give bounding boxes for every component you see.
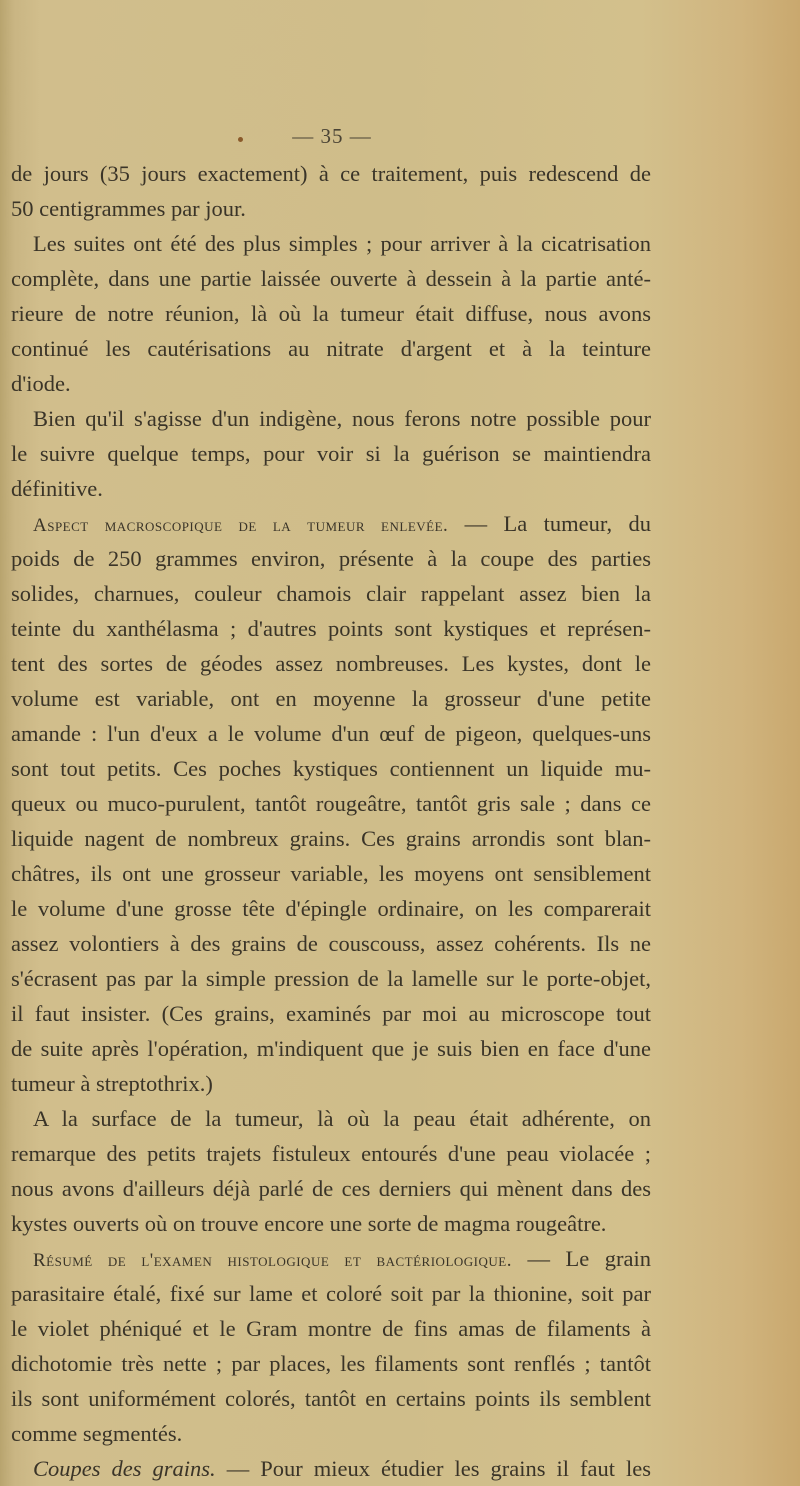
text-line: châtres, ils ont une grosseur variable, les moyens ont sensiblement [11, 861, 651, 886]
text-line: volume est variable, ont en moyenne la grosseur d'une petite [11, 686, 651, 711]
text-line: définitive. [11, 476, 103, 501]
text-line: s'écrasent pas par la simple pression de la lamelle sur le porte-objet, [11, 966, 651, 991]
text-line: assez volontiers à des grains de couscouss, assez cohérents. Ils ne [11, 931, 651, 956]
text-line: parasitaire étalé, fixé sur lame et coloré soit par la thionine, soit par [11, 1281, 651, 1306]
text-line: sont tout petits. Ces poches kystiques contiennent un liquide mu- [11, 756, 651, 781]
text-line: poids de 250 grammes environ, présente à la coupe des parties [11, 546, 651, 571]
section-heading-line [11, 506, 651, 541]
text-line: Bien qu'il s'agisse d'un indigène, nous ferons notre possible pour [33, 406, 651, 431]
ink-spot [238, 137, 243, 142]
text-line: tent des sortes de géodes assez nombreuses. Les kystes, dont le [11, 651, 651, 676]
text-line: le suivre quelque temps, pour voir si la guérison se maintiendra [11, 441, 651, 466]
text-line: nous avons d'ailleurs déjà parlé de ces derniers qui mènent dans des [11, 1176, 651, 1201]
text-line: rieure de notre réunion, là où la tumeur était diffuse, nous avons [11, 301, 651, 326]
text-line: teinte du xanthélasma ; d'autres points sont kystiques et représen- [11, 616, 651, 641]
section-heading: Résumé de l'examen histologique et bactériologique. [33, 1250, 512, 1271]
text-line: d'iode. [11, 371, 71, 396]
text-line: tumeur à streptothrix.) [11, 1071, 213, 1096]
text-line: il faut insister. (Ces grains, examinés par moi au microscope tout [11, 1001, 651, 1026]
text-line: complète, dans une partie laissée ouverte à dessein à la partie anté- [11, 266, 651, 291]
text-line: comme segmentés. [11, 1421, 183, 1446]
text-line: remarque des petits trajets fistuleux entourés d'une peau violacée ; [11, 1141, 651, 1166]
text-line: liquide nagent de nombreux grains. Ces grains arrondis sont blan- [11, 826, 651, 851]
text-line: ils sont uniformément colorés, tantôt en certains points ils semblent [11, 1386, 651, 1411]
text-line: Les suites ont été des plus simples ; pour arriver à la cicatrisation [33, 231, 651, 256]
section-heading-line [11, 1241, 651, 1276]
body-text [11, 156, 651, 1486]
text-line: continué les cautérisations au nitrate d'argent et à la teinture [11, 336, 651, 361]
text-fragment: — La tumeur, du [448, 511, 651, 536]
page-number: — 35 — [292, 124, 372, 148]
subsection-line [11, 1451, 651, 1486]
subsection-heading: Coupes des grains. [33, 1456, 216, 1481]
text-line: queux ou muco-purulent, tantôt rougeâtre, tantôt gris sale ; dans ce [11, 791, 651, 816]
text-line: le violet phéniqué et le Gram montre de fins amas de filaments à [11, 1316, 651, 1341]
text-line: solides, charnues, couleur chamois clair rappelant assez bien la [11, 581, 651, 606]
text-line: de jours (35 jours exactement) à ce traitement, puis redescend de [11, 161, 651, 186]
section-heading: Aspect macroscopique de la tumeur enlevée. [33, 515, 449, 536]
text-line: A la surface de la tumeur, là où la peau était adhérente, on [33, 1106, 651, 1131]
text-fragment: — Le grain [511, 1246, 651, 1271]
text-line: kystes ouverts où on trouve encore une sorte de magma rougeâtre. [11, 1211, 607, 1236]
text-line: 50 centigrammes par jour. [11, 196, 246, 221]
text-line: le volume d'une grosse tête d'épingle ordinaire, on les comparerait [11, 896, 651, 921]
text-line: dichotomie très nette ; par places, les filaments sont renflés ; tantôt [11, 1351, 651, 1376]
text-fragment: — Pour mieux étudier les grains il faut les [215, 1456, 651, 1481]
text-line: amande : l'un d'eux a le volume d'un œuf de pigeon, quelques-uns [11, 721, 651, 746]
text-line: de suite après l'opération, m'indiquent que je suis bien en face d'une [11, 1036, 651, 1061]
